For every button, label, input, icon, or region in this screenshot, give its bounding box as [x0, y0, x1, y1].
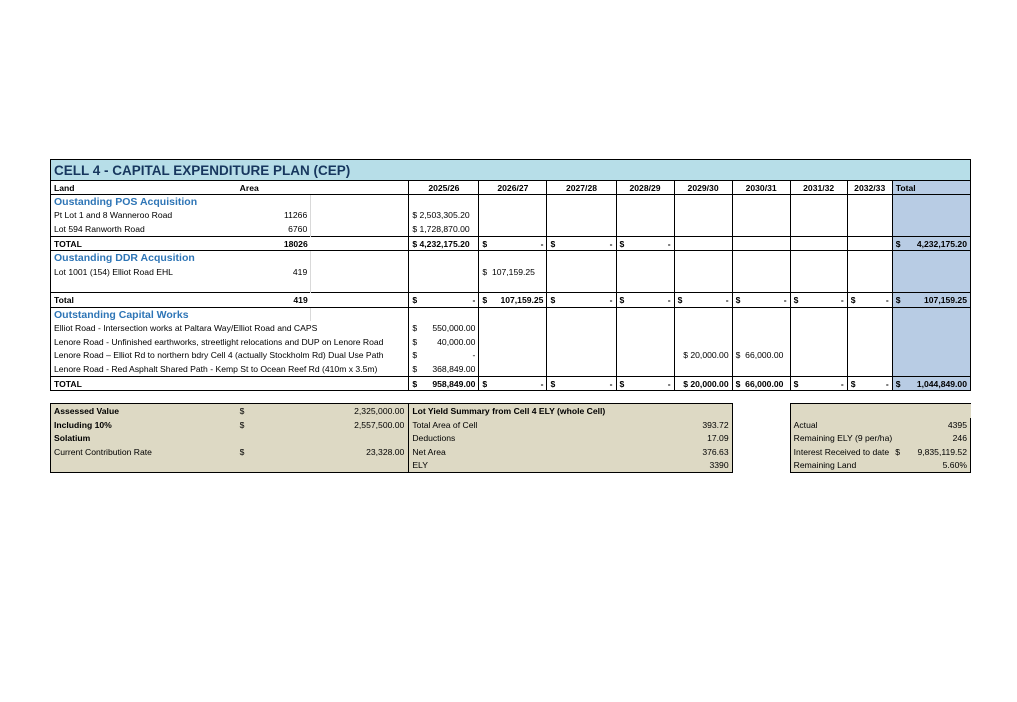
currency-symbol: $ — [412, 210, 418, 221]
capital-row-2-land: Lenore Road - Unfinished earthworks, streetlight relocations and DUP on Lenore Road — [51, 335, 409, 349]
actual-label-1: Actual — [790, 418, 892, 432]
lot-yield-value-4: 3390 — [674, 459, 732, 473]
capital-row-4-2025: 368,849.00 — [432, 363, 476, 374]
dash-value: - — [609, 294, 613, 305]
lot-yield-label-1: Total Area of Cell — [409, 418, 674, 432]
header-area: Area — [237, 181, 409, 195]
header-total: Total — [892, 181, 970, 195]
currency-symbol: $ — [895, 446, 901, 457]
currency-symbol: $ — [793, 294, 799, 305]
capital-row-1-2025: 550,000.00 — [432, 323, 476, 334]
table-row — [51, 335, 971, 349]
header-year-5: 2029/30 — [674, 181, 732, 195]
currency-symbol: $ — [550, 238, 556, 249]
table-row — [51, 222, 971, 236]
pos-total-total: 4,232,175.20 — [916, 238, 967, 249]
spacer-row — [51, 279, 971, 293]
capital-row-2-2025: 40,000.00 — [437, 336, 476, 347]
currency-symbol: $ — [619, 378, 625, 389]
dash-value: - — [472, 294, 476, 305]
pos-row-1-2025: 2,503,305.20 — [419, 210, 470, 221]
table-row — [51, 265, 971, 279]
capital-heading-row — [51, 307, 971, 321]
currency-symbol: $ — [482, 294, 488, 305]
dash-value: - — [540, 238, 544, 249]
currency-symbol: $ — [482, 378, 488, 389]
pos-row-2-2025: 1,728,870.00 — [419, 223, 470, 234]
spreadsheet — [50, 159, 971, 473]
currency-symbol: $ — [412, 363, 418, 374]
capital-row-4-land: Lenore Road - Red Asphalt Shared Path - Kemp St to Ocean Reef Rd (410m x 3.5m) — [51, 362, 409, 376]
pos-total-area: 18026 — [237, 236, 311, 251]
header-year-6: 2030/31 — [732, 181, 790, 195]
currency-symbol: $ — [619, 238, 625, 249]
header-year-8: 2032/33 — [847, 181, 892, 195]
summary-row-1 — [51, 404, 971, 418]
summary-row-5 — [51, 459, 971, 473]
dash-value: - — [885, 378, 889, 389]
actual-label-3: Interest Received to date — [790, 445, 892, 459]
lot-yield-value-2: 17.09 — [674, 432, 732, 446]
currency-symbol: $ — [895, 238, 901, 249]
title-row — [51, 160, 971, 181]
currency-symbol: $ — [735, 378, 741, 389]
ddr-heading-row — [51, 251, 971, 265]
summary-row-3 — [51, 432, 971, 446]
currency-symbol: $ — [412, 378, 418, 389]
currency-symbol: $ — [412, 350, 418, 361]
capital-row-1-land: Elliot Road - Intersection works at Paltara Way/Elliot Road and CAPS — [51, 321, 409, 335]
table-row — [51, 362, 971, 376]
capital-row-3-land: Lenore Road – Elliot Rd to northern bdry Cell 4 (actually Stockholm Rd) Dual Use Path — [51, 349, 409, 363]
capital-total-row — [51, 376, 971, 391]
dash-value: - — [667, 238, 671, 249]
actual-value-1: 4395 — [892, 418, 970, 432]
currency-symbol: $ — [412, 223, 418, 234]
pos-row-2-land: Lot 594 Ranworth Road — [51, 222, 237, 236]
lot-yield-label-3: Net Area — [409, 445, 674, 459]
dash-value: - — [783, 294, 787, 305]
currency-symbol: $ — [239, 446, 245, 457]
capital-row-3-2030: 66,000.00 — [745, 350, 784, 361]
currency-symbol: $ — [412, 294, 418, 305]
header-year-7: 2031/32 — [790, 181, 847, 195]
pos-heading: Oustanding POS Acquisition — [51, 195, 311, 209]
lot-yield-heading: Lot Yield Summary from Cell 4 ELY (whole Cell) — [409, 404, 674, 418]
actual-value-3: 9,835,119.52 — [917, 446, 967, 457]
header-year-2: 2026/27 — [479, 181, 547, 195]
currency-symbol: $ — [550, 294, 556, 305]
ddr-row-area: 419 — [292, 266, 308, 277]
currency-symbol: $ — [550, 378, 556, 389]
table-row — [51, 209, 971, 223]
including-10-value: 2,557,500.00 — [354, 419, 405, 430]
assessed-label-4: Current Contribution Rate — [51, 445, 237, 459]
header-row — [51, 181, 971, 195]
pos-total-label: TOTAL — [51, 236, 237, 251]
pos-row-1-land: Pt Lot 1 and 8 Wanneroo Road — [51, 209, 237, 223]
actual-value-4: 5.60% — [892, 459, 970, 473]
currency-symbol: $ — [677, 294, 683, 305]
dash-value: - — [885, 294, 889, 305]
assessed-label-2: Including 10% — [51, 418, 237, 432]
pos-row-2-area: 6760 — [288, 223, 308, 234]
currency-symbol: $ — [850, 294, 856, 305]
currency-symbol: $ — [735, 294, 741, 305]
ddr-total-2026: 107,159.25 — [500, 294, 544, 305]
currency-symbol: $ — [793, 378, 799, 389]
dash-value: - — [540, 378, 544, 389]
header-land: Land — [51, 181, 237, 195]
ddr-total-total: 107,159.25 — [923, 294, 967, 305]
dash-value: - — [725, 294, 729, 305]
currency-symbol: $ — [482, 238, 488, 249]
cep-table — [50, 159, 971, 473]
header-year-3: 2027/28 — [547, 181, 616, 195]
currency-symbol: $ — [895, 378, 901, 389]
sheet-title: CELL 4 - CAPITAL EXPENDITURE PLAN (CEP) — [51, 160, 971, 181]
ddr-row-2026: 107,159.25 — [491, 266, 535, 277]
ddr-heading: Oustanding DDR Acqusition — [51, 251, 311, 265]
dash-value: - — [667, 294, 671, 305]
assessed-label-1: Assessed Value — [51, 404, 237, 418]
gap-row — [51, 391, 971, 404]
header-year-1: 2025/26 — [409, 181, 479, 195]
lot-yield-value-1: 393.72 — [674, 418, 732, 432]
currency-symbol: $ — [412, 336, 418, 347]
capital-total-label: TOTAL — [51, 376, 237, 391]
lot-yield-label-2: Deductions — [409, 432, 674, 446]
capital-total-2025: 958,849.00 — [432, 378, 476, 389]
dash-value: - — [609, 238, 613, 249]
currency-symbol: $ — [735, 350, 741, 361]
ddr-total-label: Total — [51, 293, 237, 308]
capital-row-3-2029: $ 20,000.00 — [674, 349, 732, 363]
pos-total-row — [51, 236, 971, 251]
table-row — [51, 349, 971, 363]
contribution-rate-value: 23,328.00 — [366, 446, 405, 457]
actual-label-4: Remaining Land — [790, 459, 892, 473]
currency-symbol: $ — [482, 266, 488, 277]
currency-symbol: $ — [239, 419, 245, 430]
currency-symbol: $ — [895, 294, 901, 305]
summary-row-4 — [51, 445, 971, 459]
ddr-total-row — [51, 293, 971, 308]
capital-heading: Outstanding Capital Works — [51, 307, 311, 321]
summary-row-2 — [51, 418, 971, 432]
lot-yield-label-4: ELY — [409, 459, 674, 473]
currency-symbol: $ — [619, 294, 625, 305]
currency-symbol: $ — [239, 406, 245, 417]
currency-symbol: $ — [412, 323, 418, 334]
currency-symbol: $ — [850, 378, 856, 389]
assessed-label-3: Solatium — [51, 432, 237, 446]
capital-total-2030: 66,000.00 — [745, 378, 784, 389]
capital-total-total: 1,044,849.00 — [916, 378, 967, 389]
pos-heading-row — [51, 195, 971, 209]
lot-yield-value-3: 376.63 — [674, 445, 732, 459]
currency-symbol: $ — [412, 238, 418, 249]
dash-value: - — [840, 294, 844, 305]
dash-value: - — [609, 378, 613, 389]
capital-row-3-2025: - — [472, 350, 476, 361]
dash-value: - — [840, 378, 844, 389]
pos-total-2025: 4,232,175.20 — [419, 238, 470, 249]
dash-value: - — [667, 378, 671, 389]
header-year-4: 2028/29 — [616, 181, 674, 195]
pos-row-1-area: 11266 — [283, 210, 308, 221]
actual-value-2: 246 — [892, 432, 970, 446]
ddr-row-land: Lot 1001 (154) Elliot Road EHL — [51, 265, 237, 279]
assessed-value: 2,325,000.00 — [354, 406, 405, 417]
actual-label-2: Remaining ELY (9 per/ha) — [790, 432, 892, 446]
ddr-total-area: 419 — [237, 293, 311, 308]
capital-total-2029: $ 20,000.00 — [674, 376, 732, 391]
table-row — [51, 321, 971, 335]
